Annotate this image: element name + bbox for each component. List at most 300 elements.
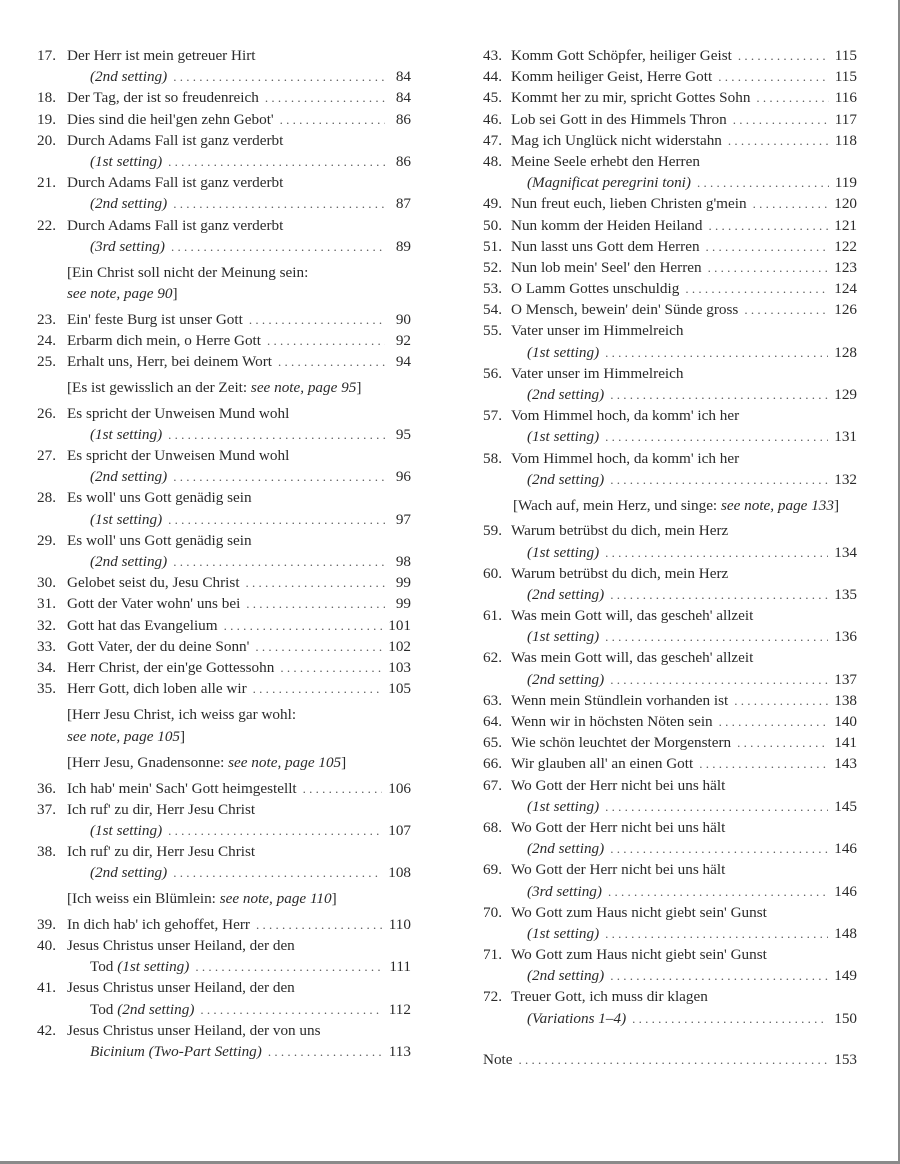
dot-leader (734, 690, 828, 711)
setting-label: (1st setting) (90, 425, 163, 443)
entry-title[interactable]: Erhalt uns, Herr, bei deinem Wort (67, 353, 272, 371)
page-number[interactable]: 84 (395, 68, 411, 86)
entry-setting (37, 1041, 262, 1062)
entry-title[interactable]: Treuer Gott, ich muss dir klagen (511, 988, 708, 1006)
entry-title[interactable]: Wie schön leuchtet der Morgenstern (511, 734, 732, 752)
toc-entry-note[interactable] (483, 1049, 857, 1070)
toc-entry[interactable] (37, 309, 411, 330)
entry-setting (37, 820, 162, 841)
toc-entry[interactable] (483, 236, 857, 257)
entry-title-line (37, 172, 411, 193)
entry-title-continued: Tod (90, 1000, 114, 1018)
setting-label: (2nd setting) (90, 68, 168, 86)
dot-leader (737, 732, 828, 753)
setting-label: (1st setting) (90, 821, 163, 839)
entry-title[interactable]: In dich hab' ich gehoffet, Herr (67, 915, 250, 933)
entry-title[interactable]: Wo Gott der Herr nicht bei uns hält (511, 818, 726, 836)
entry-number: 46. (483, 110, 502, 128)
entry-title[interactable]: O Mensch, bewein' dein' Sünde gross (511, 301, 739, 319)
dot-leader (610, 584, 828, 605)
entry-title[interactable]: Herr Christ, der ein'ge Gottessohn (67, 658, 275, 676)
entry-title[interactable]: Nun komm der Heiden Heiland (511, 216, 703, 234)
entry-title[interactable]: Es woll' uns Gott genädig sein (67, 489, 252, 507)
toc-entry[interactable] (37, 657, 411, 678)
entry-setting (37, 956, 189, 977)
entry-title-continued: Tod (90, 958, 114, 976)
dot-leader (303, 778, 383, 799)
entry-line (483, 711, 857, 732)
note-close: ] (833, 496, 840, 514)
entry-title[interactable]: Dies sind die heil'gen zehn Gebot' (67, 110, 274, 128)
page-number[interactable]: 105 (388, 680, 411, 698)
page-number[interactable]: 107 (388, 821, 411, 839)
entry-line (37, 778, 411, 799)
setting-label: (2nd setting) (90, 468, 168, 486)
dot-leader (253, 678, 383, 699)
page-number[interactable]: 117 (834, 110, 857, 128)
toc-entry[interactable] (37, 87, 411, 108)
entry-number: 61. (483, 607, 502, 625)
entry-line (37, 351, 411, 372)
entry-label (37, 657, 274, 678)
toc-entry[interactable] (37, 403, 411, 445)
toc-entry[interactable] (37, 109, 411, 130)
dot-leader (280, 109, 385, 130)
page-number[interactable]: 98 (395, 552, 411, 570)
page-number[interactable]: 115 (834, 47, 857, 64)
entry-title[interactable]: Mag ich Unglück nicht widerstahn (511, 131, 722, 149)
toc-left-column (37, 45, 411, 1062)
toc-entry[interactable] (483, 320, 857, 362)
entry-line (483, 193, 857, 214)
toc-entry[interactable] (37, 330, 411, 351)
entry-setting-line (37, 551, 411, 572)
page-number[interactable]: 128 (834, 343, 857, 361)
toc-entry[interactable] (37, 678, 411, 699)
entry-number: 33. (37, 637, 56, 655)
note-text: [Wach auf, mein Herz, und singe: (513, 496, 721, 514)
toc-entry[interactable] (483, 711, 857, 732)
entry-title[interactable]: Es woll' uns Gott genädig sein (67, 531, 252, 549)
entry-title[interactable]: Jesus Christus unser Heiland, der den (67, 937, 295, 955)
section-spacer (483, 1029, 857, 1049)
entry-title[interactable]: Nun lob mein' Seel' den Herren (511, 258, 702, 276)
setting-label: (2nd setting) (527, 840, 605, 858)
page-number[interactable]: 86 (395, 110, 411, 128)
toc-entry[interactable] (37, 799, 411, 841)
toc-entry[interactable] (483, 87, 857, 108)
entry-title[interactable]: Wo Gott zum Haus nicht giebt sein' Gunst (511, 903, 767, 921)
page-number[interactable]: 110 (388, 915, 411, 933)
toc-entry[interactable] (483, 902, 857, 944)
page-number[interactable]: 111 (389, 958, 411, 976)
toc-entry[interactable] (483, 193, 857, 214)
dot-leader (756, 87, 828, 108)
entry-line (483, 130, 857, 151)
page-number[interactable]: 121 (834, 216, 857, 234)
toc-entry[interactable] (37, 530, 411, 572)
entry-title-line (483, 986, 857, 1007)
entry-title[interactable]: O Lamm Gottes unschuldig (511, 280, 680, 298)
entry-title[interactable]: Wenn wir in höchsten Nöten sein (511, 713, 713, 731)
entry-title[interactable]: Ich ruf' zu dir, Herr Jesu Christ (67, 800, 256, 818)
note-text: [Es ist gewisslich an der Zeit: (67, 379, 251, 397)
page-number[interactable]: 146 (834, 840, 857, 858)
entry-number: 45. (483, 89, 502, 107)
entry-label (37, 914, 250, 935)
dot-leader (605, 796, 828, 817)
page-number[interactable]: 141 (834, 734, 857, 752)
entry-number: 30. (37, 574, 56, 592)
toc-entry[interactable] (483, 775, 857, 817)
toc-entry[interactable] (37, 841, 411, 883)
cross-reference-note (37, 704, 411, 747)
setting-label: (2nd setting) (90, 552, 168, 570)
toc-entry[interactable] (483, 520, 857, 562)
dot-leader (200, 999, 382, 1020)
page-number[interactable]: 92 (395, 331, 411, 349)
entry-title[interactable]: Gott hat das Evangelium (67, 616, 218, 634)
entry-line (483, 753, 857, 774)
page-number[interactable]: 124 (834, 280, 857, 298)
toc-entry[interactable] (37, 351, 411, 372)
entry-number: 70. (483, 903, 502, 921)
entry-number: 19. (37, 110, 56, 128)
entry-number: 54. (483, 301, 502, 319)
dot-leader (610, 965, 828, 986)
page-number[interactable]: 94 (395, 353, 411, 371)
setting-label: (1st setting) (527, 924, 600, 942)
toc-entry[interactable] (483, 405, 857, 447)
toc-entry[interactable] (483, 986, 857, 1028)
toc-entry[interactable] (483, 563, 857, 605)
toc-entry[interactable] (483, 299, 857, 320)
entry-number: 29. (37, 531, 56, 549)
toc-entry[interactable] (37, 130, 411, 172)
page-number[interactable]: 137 (834, 670, 857, 688)
entry-label (37, 678, 247, 699)
toc-entry[interactable] (37, 487, 411, 529)
toc-entry[interactable] (483, 448, 857, 490)
entry-title[interactable]: Wo Gott der Herr nicht bei uns hält (511, 776, 726, 794)
entry-line (37, 87, 411, 108)
toc-entry[interactable] (483, 732, 857, 753)
page-number[interactable]: 129 (834, 386, 857, 403)
entry-title-line (483, 405, 857, 426)
entry-setting (483, 542, 599, 563)
entry-title[interactable]: Der Tag, der ist so freudenreich (67, 89, 259, 107)
entry-setting-line (37, 509, 411, 530)
page-number[interactable]: 102 (388, 637, 411, 655)
page-number[interactable]: 143 (834, 755, 857, 773)
entry-setting (483, 584, 604, 605)
toc-entry[interactable] (483, 109, 857, 130)
page-number[interactable]: 140 (834, 713, 857, 731)
page-number[interactable]: 108 (388, 864, 411, 882)
entry-title[interactable]: Vater unser im Himmelreich (511, 322, 684, 340)
toc-entry[interactable] (483, 647, 857, 689)
entry-title[interactable]: Erbarm dich mein, o Herre Gott (67, 331, 261, 349)
entry-setting (37, 236, 165, 257)
entry-line (483, 732, 857, 753)
entry-title[interactable]: Durch Adams Fall ist ganz verderbt (67, 174, 284, 192)
entry-title-line (37, 215, 411, 236)
page-number[interactable]: 103 (388, 658, 411, 676)
entry-title[interactable]: Ich hab' mein' Sach' Gott heimgestellt (67, 779, 297, 797)
note-reference[interactable]: see note, page 90 (67, 285, 173, 303)
page-number[interactable]: 90 (395, 310, 411, 328)
entry-title[interactable]: Durch Adams Fall ist ganz verderbt (67, 131, 284, 149)
entry-line (483, 45, 857, 66)
dot-leader (256, 914, 383, 935)
entry-title[interactable]: Nun lasst uns Gott dem Herren (511, 237, 700, 255)
cross-reference-note (37, 752, 411, 773)
page-number[interactable]: 87 (395, 195, 411, 213)
page-number[interactable]: 135 (834, 585, 857, 603)
toc-entry[interactable] (483, 278, 857, 299)
note-close: ] (180, 727, 186, 745)
entry-title[interactable]: Vom Himmel hoch, da komm' ich her (511, 449, 740, 467)
page-number[interactable]: 116 (834, 89, 857, 107)
note-reference[interactable]: see note, page 105 (228, 754, 342, 772)
entry-title[interactable]: Es spricht der Unweisen Mund wohl (67, 404, 290, 422)
page-number[interactable]: 131 (834, 428, 857, 446)
toc-entry[interactable] (37, 636, 411, 657)
toc-entry[interactable] (37, 215, 411, 257)
entry-number: 28. (37, 489, 56, 507)
entry-number: 59. (483, 522, 502, 540)
page-number[interactable]: 118 (834, 131, 857, 149)
toc-entry[interactable] (37, 1020, 411, 1062)
entry-line (483, 278, 857, 299)
entry-number: 53. (483, 280, 502, 298)
entry-setting-line (483, 469, 857, 490)
entry-setting-line (37, 999, 411, 1020)
toc-entry[interactable] (483, 257, 857, 278)
entry-title-line (37, 799, 411, 820)
dot-leader (246, 593, 385, 614)
entry-title[interactable]: Ich ruf' zu dir, Herr Jesu Christ (67, 843, 256, 861)
entry-title[interactable]: Gott der Vater wohn' uns bei (67, 595, 241, 613)
page-number[interactable]: 86 (395, 152, 411, 170)
page-number[interactable]: 95 (395, 425, 411, 443)
toc-entry[interactable] (37, 935, 411, 977)
page-number[interactable]: 150 (834, 1009, 857, 1027)
dot-leader (605, 542, 828, 563)
page-number[interactable]: 123 (834, 258, 857, 276)
entry-title[interactable]: Wo Gott der Herr nicht bei uns hält (511, 861, 726, 879)
entry-title[interactable]: Was mein Gott will, das gescheh' allzeit (511, 607, 754, 625)
entry-number: 36. (37, 779, 56, 797)
entry-title[interactable]: Meine Seele erhebt den Herren (511, 152, 700, 170)
entry-number: 25. (37, 353, 56, 371)
entry-title[interactable]: Ein' feste Burg ist unser Gott (67, 310, 243, 328)
entry-title[interactable]: Es spricht der Unweisen Mund wohl (67, 447, 290, 465)
dot-leader (605, 923, 828, 944)
toc-entry[interactable] (37, 572, 411, 593)
entry-title-line (37, 977, 411, 998)
setting-label: (2nd setting) (527, 585, 605, 603)
page-number[interactable]: 146 (834, 882, 857, 900)
toc-entry[interactable] (483, 605, 857, 647)
entry-title-line (483, 605, 857, 626)
entry-line (37, 657, 411, 678)
entry-label (37, 636, 249, 657)
toc-entry[interactable] (37, 45, 411, 87)
entry-title-line (37, 841, 411, 862)
note-reference[interactable]: see note, page 133 (720, 496, 834, 514)
entry-line (37, 914, 411, 935)
toc-entry[interactable] (483, 215, 857, 236)
toc-entry[interactable] (37, 977, 411, 1019)
entry-setting (37, 151, 162, 172)
toc-entry[interactable] (37, 172, 411, 214)
cross-reference-note (483, 495, 857, 516)
setting-label: (2nd setting) (90, 195, 168, 213)
setting-label: (1st setting) (527, 343, 600, 361)
page-number[interactable]: 96 (395, 468, 411, 486)
entry-title[interactable]: Vom Himmel hoch, da komm' ich her (511, 407, 740, 425)
toc-entry[interactable] (483, 859, 857, 901)
toc-entry[interactable] (483, 817, 857, 859)
setting-label: Bicinium (Two-Part Setting) (90, 1042, 262, 1060)
note-text: [Ein Christ soll nicht der Meinung sein: (67, 263, 309, 281)
page-number[interactable]: 136 (834, 628, 857, 646)
entry-title[interactable]: Wir glauben all' an einen Gott (511, 755, 694, 773)
page-number[interactable]: 106 (388, 779, 411, 797)
entry-title[interactable]: Kommt her zu mir, spricht Gottes Sohn (511, 89, 751, 107)
entry-setting (483, 342, 599, 363)
page-number[interactable]: 97 (395, 510, 411, 528)
page-number[interactable]: 115 (834, 68, 857, 86)
entry-title[interactable]: Komm heiliger Geist, Herre Gott (511, 68, 713, 86)
entry-number: 43. (483, 47, 502, 64)
entry-title[interactable]: Der Herr ist mein getreuer Hirt (67, 47, 256, 64)
toc-entry[interactable] (483, 45, 857, 66)
entry-setting (37, 193, 167, 214)
toc-entry[interactable] (483, 690, 857, 711)
entry-line (37, 678, 411, 699)
toc-entry[interactable] (483, 753, 857, 774)
entry-setting-line (483, 584, 857, 605)
toc-entry[interactable] (37, 778, 411, 799)
entry-label (483, 66, 712, 87)
page-number[interactable]: 153 (834, 1050, 857, 1068)
page-number[interactable]: 134 (834, 543, 857, 561)
page-number[interactable]: 132 (834, 470, 857, 488)
toc-right-column (483, 45, 857, 1070)
page-number[interactable]: 148 (834, 924, 857, 942)
setting-label: (2nd setting) (527, 670, 605, 688)
entry-title[interactable]: Gott Vater, der du deine Sonn' (67, 637, 250, 655)
entry-line (483, 690, 857, 711)
entry-label (483, 193, 747, 214)
entry-setting (37, 66, 167, 87)
entry-label (483, 45, 732, 66)
entry-title-line (37, 530, 411, 551)
entry-number: 39. (37, 915, 56, 933)
entry-number: 63. (483, 691, 502, 709)
toc-entry[interactable] (483, 66, 857, 87)
entry-title[interactable]: Warum betrübst du dich, mein Herz (511, 522, 729, 540)
toc-entry[interactable] (483, 151, 857, 193)
entry-title[interactable]: Gelobet seist du, Jesu Christ (67, 574, 240, 592)
entry-label (483, 732, 731, 753)
page-number[interactable]: 113 (388, 1042, 411, 1060)
toc-entry[interactable] (483, 363, 857, 405)
page-number[interactable]: 84 (395, 89, 411, 107)
page-number[interactable]: 89 (395, 237, 411, 255)
dot-leader (719, 711, 829, 732)
page-number[interactable]: 119 (834, 174, 857, 192)
entry-label (483, 278, 679, 299)
entry-label (483, 299, 738, 320)
page-number[interactable]: 126 (834, 301, 857, 319)
entry-setting (483, 426, 599, 447)
page-number[interactable]: 112 (388, 1000, 411, 1018)
page-number[interactable]: 138 (834, 691, 857, 709)
toc-entry[interactable] (37, 914, 411, 935)
toc-entry[interactable] (37, 593, 411, 614)
entry-number: 52. (483, 258, 502, 276)
note-reference[interactable]: see note, page 95 (250, 379, 357, 397)
entry-label (37, 109, 274, 130)
entry-title[interactable]: Komm Gott Schöpfer, heiliger Geist (511, 47, 732, 64)
toc-entry[interactable] (483, 944, 857, 986)
entry-title[interactable]: Was mein Gott will, das gescheh' allzeit (511, 649, 754, 667)
entry-title[interactable]: Lob sei Gott in des Himmels Thron (511, 110, 727, 128)
entry-label (37, 572, 240, 593)
entry-title-line (37, 403, 411, 424)
toc-entry[interactable] (37, 445, 411, 487)
entry-title[interactable]: Jesus Christus unser Heiland, der von uns (67, 1021, 321, 1039)
toc-entry[interactable] (483, 130, 857, 151)
entry-setting (483, 881, 602, 902)
entry-line (37, 109, 411, 130)
entry-title[interactable]: Warum betrübst du dich, mein Herz (511, 564, 729, 582)
entry-title-line (483, 520, 857, 541)
entry-title[interactable]: Nun freut euch, lieben Christen g'mein (511, 195, 747, 213)
entry-title[interactable]: Durch Adams Fall ist ganz verderbt (67, 216, 284, 234)
page-number[interactable]: 145 (834, 797, 857, 815)
entry-title[interactable]: Vater unser im Himmelreich (511, 364, 684, 382)
setting-label: (2nd setting) (527, 470, 605, 488)
page-number[interactable]: 99 (395, 574, 411, 592)
entry-title[interactable]: Wenn mein Stündlein vorhanden ist (511, 691, 729, 709)
dot-leader (610, 838, 828, 859)
page-number[interactable]: 122 (834, 237, 857, 255)
note-reference[interactable]: see note, page 105 (67, 727, 181, 745)
note-close: ] (341, 754, 347, 772)
toc-entry[interactable] (37, 615, 411, 636)
entry-title[interactable]: Jesus Christus unser Heiland, der den (67, 979, 295, 997)
page-number[interactable]: 149 (834, 967, 857, 985)
dot-leader (173, 193, 385, 214)
entry-title[interactable]: Herr Gott, dich loben alle wir (67, 680, 247, 698)
dot-leader (173, 551, 385, 572)
entry-title[interactable]: Note (483, 1050, 513, 1068)
note-reference[interactable]: see note, page 110 (219, 890, 332, 908)
page-number[interactable]: 99 (395, 595, 411, 613)
entry-title-line (483, 647, 857, 668)
setting-label: (1st setting) (117, 958, 190, 976)
note-close: ] (172, 285, 178, 303)
page-number[interactable]: 101 (388, 616, 411, 634)
entry-setting-line (37, 151, 411, 172)
page-number[interactable]: 120 (834, 195, 857, 213)
entry-label (483, 87, 750, 108)
entry-title[interactable]: Wo Gott zum Haus nicht giebt sein' Gunst (511, 946, 767, 964)
